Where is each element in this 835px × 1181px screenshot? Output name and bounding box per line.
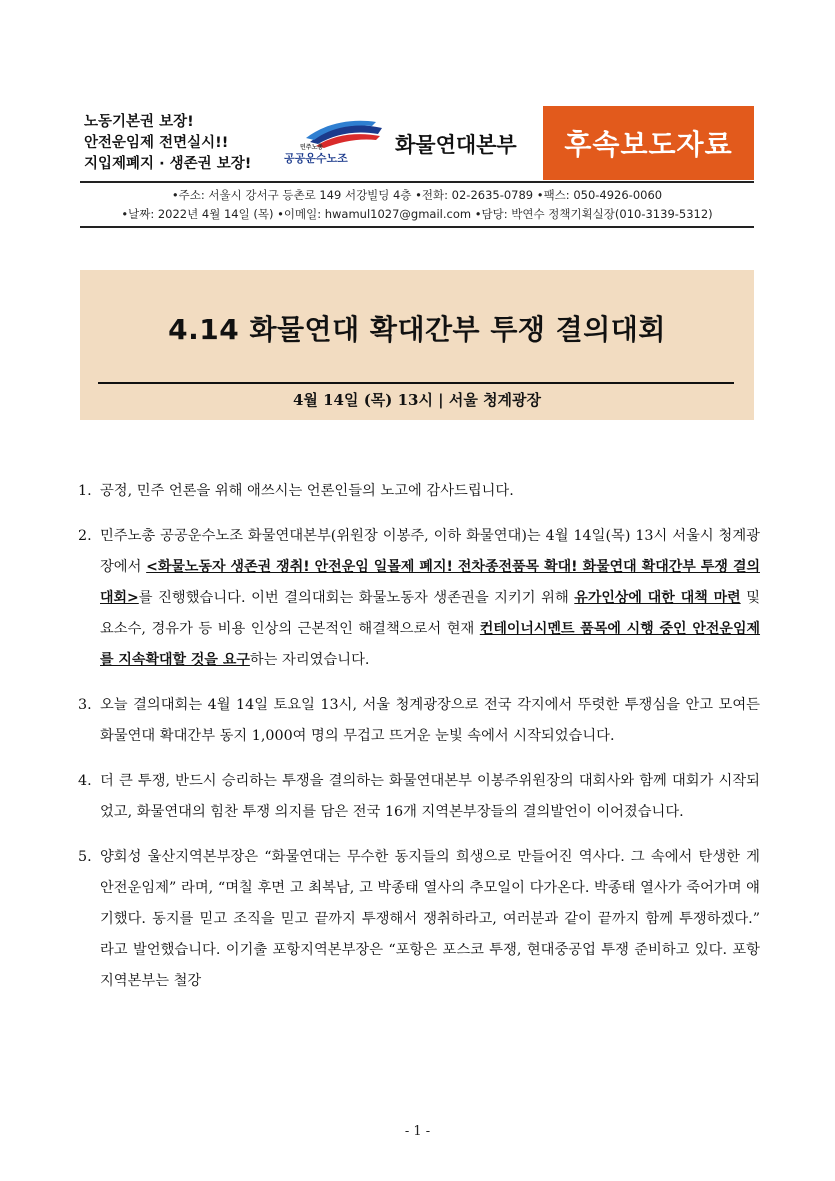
paragraph-3 <box>78 690 760 752</box>
contact-line-2: •날짜: 2022년 4월 14일 (목) •이메일: hwamul1027@gmail.com •담당: 박연수 정책기획실장(010-3139-5312) <box>121 207 713 221</box>
paragraph-text: 및 요소수, 경유가 등 비용 인상의 근본적인 해결책으로서 현재 <box>100 590 760 637</box>
slogan-2: 안전운임제 전면실시!! <box>84 135 229 151</box>
paragraph-5 <box>78 842 760 997</box>
paragraph-1 <box>78 476 760 507</box>
paragraph-number: 2. <box>78 528 92 544</box>
paragraph-text: 오늘 결의대회는 4월 14일 토요일 13시, 서울 청계광장으로 전국 각지에서 뚜렷한 투쟁심을 안고 모여든 화물연대 확대간부 동지 1,000여 명의 무겁고 뜨거운 눈빛 속에서 시작되었습니다. <box>100 697 760 744</box>
paragraph-4 <box>78 766 760 828</box>
letterhead <box>80 106 754 180</box>
paragraph-number: 1. <box>78 483 92 499</box>
union-logo <box>280 118 390 168</box>
logo-small-text: 민주노총 <box>300 144 324 151</box>
paragraph-text: 민주노총 공공운수노조 화물연대본부(위원장 이봉주, 이하 화물연대)는 4월 14일(목) 13시 서울시 청계광장에서 <box>100 528 760 575</box>
paragraph-text: 공정, 민주 언론을 위해 애쓰시는 언론인들의 노고에 감사드립니다. <box>100 483 514 499</box>
highlight-fuel-measures: 유가인상에 대한 대책 마련 <box>574 590 741 606</box>
contact-line-1: •주소: 서울시 강서구 등촌로 149 서강빌딩 4층 •전화: 02-2635-0789 •팩스: 050-4926-0060 <box>171 188 663 202</box>
slogan-1: 노동기본권 보장! <box>84 114 194 130</box>
logo-name: 공공운수노조 <box>284 152 348 165</box>
press-release-badge: 후속보도자료 <box>543 106 754 180</box>
paragraph-text: 더 큰 투쟁, 반드시 승리하는 투쟁을 결의하는 화물연대본부 이봉주위원장의 대회사와 함께 대회가 시작되었고, 화물연대의 힘찬 투쟁 의지를 담은 전국 16개 지역본부장들의 결의발언이 이어졌습니다. <box>100 773 760 820</box>
wave-logo-icon <box>280 118 390 150</box>
document-body <box>78 476 760 1011</box>
contact-info <box>80 181 754 228</box>
highlight-safety-rate-demand: 컨테이너시멘트 품목에 시행 중인 안전운임제를 지속확대할 것을 요구 <box>100 621 761 668</box>
paragraph-2 <box>78 521 760 676</box>
slogan-3: 지입제폐지 · 생존권 보장! <box>84 156 252 172</box>
paragraph-text: 를 진행했습니다. 이번 결의대회는 화물노동자 생존권을 지키기 위해 <box>138 590 575 606</box>
paragraph-text: 하는 자리였습니다. <box>249 652 370 668</box>
slogans <box>84 112 251 175</box>
title-box <box>80 270 754 420</box>
page-title: 4.14 화물연대 확대간부 투쟁 결의대회 <box>168 313 666 346</box>
paragraph-text: 양회성 울산지역본부장은 “화물연대는 무수한 동지들의 희생으로 만들어진 역사다. 그 속에서 탄생한 게 안전운임제” 라며, “며칠 후면 고 최복남, 고 박종태 열사의 추모일이 다가온다. 박종태 열사가 죽어가며 얘기했다. 동지를 믿고 조직을 믿고 끝까지 투쟁해서 쟁취하라고, 여러분과 같이 끝까지 함께 투쟁하겠다.” 라고 발언했습니다. 이기출 포항지역본부장은 “포항은 포스코 투쟁, 현대중공업 투쟁 준비하고 있다. 포항지역본부는 철강 <box>100 849 760 989</box>
paragraph-number: 4. <box>78 773 92 789</box>
event-subtitle: 4월 14일 (목) 13시 | 서울 청계광장 <box>292 391 542 409</box>
title-divider <box>98 382 734 384</box>
hq-name: 화물연대본부 <box>395 133 517 157</box>
page-number: - 1 - <box>404 1124 431 1139</box>
paragraph-number: 3. <box>78 697 92 713</box>
paragraph-number: 5. <box>78 849 92 865</box>
highlight-event-name: <화물노동자 생존권 쟁취! 안전운임 일몰제 폐지! 전차종전품목 확대! 화물연대 확대간부 투쟁 결의대회> <box>100 559 760 606</box>
